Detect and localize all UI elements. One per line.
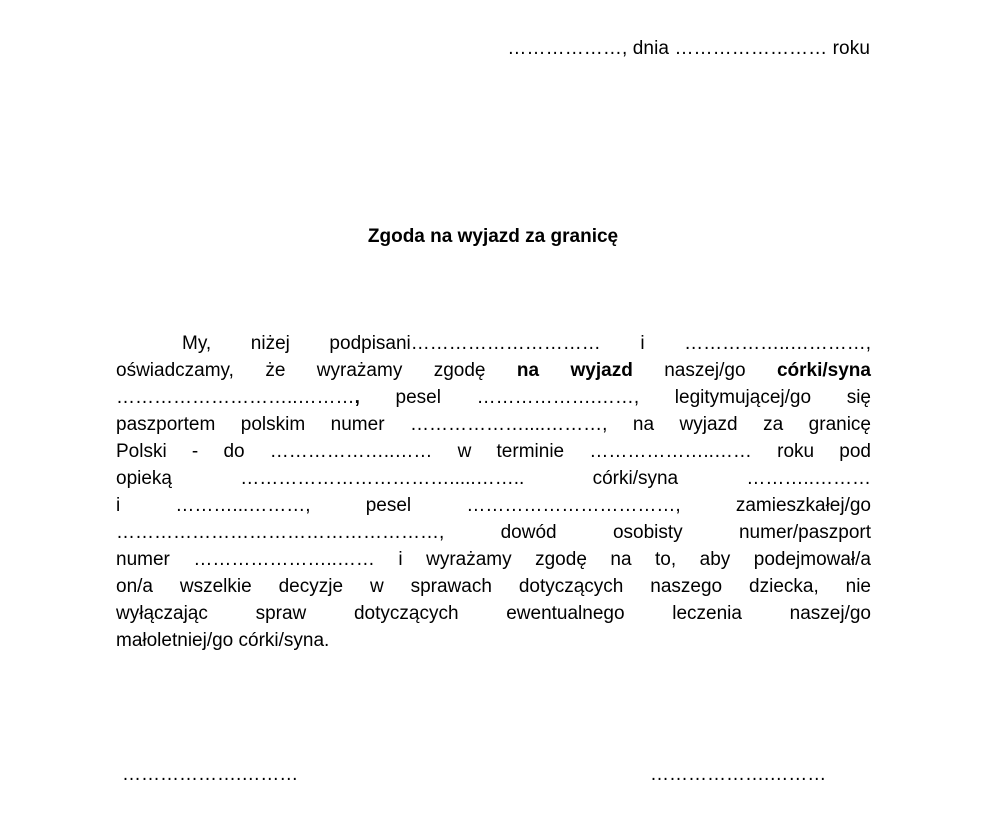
body-line-12: małoletniej/go córki/syna. [116,630,330,651]
body-line-1: My, niżej podpisani………………………… i ……………..…………, [182,333,871,354]
body-line-3: ………………………..………, pesel ……………….……, legitymującej/go się [116,387,871,408]
signature-line-left: ……………….……… [122,764,299,785]
signature-line-right: ……………….……… [650,764,827,785]
body-line-7: i ………...………, pesel ……………………………, zamieszkałej/go [116,495,871,516]
body-line-9: numer …………………..…… i wyrażamy zgodę na to, aby podejmował/a [116,549,871,570]
body-line-6: opieką …………………………….....…….. córki/syna ………..……… [116,468,871,489]
consent-body [116,330,871,654]
bold-phrase-trip: na wyjazd [516,360,633,381]
body-line-10: on/a wszelkie decyzje w sprawach dotyczących naszego dziecka, nie [116,576,871,597]
body-line-5: Polski - do ………………..…… w terminie ………………..…… roku pod [116,441,871,462]
body-line-4: paszportem polskim numer ………………....………, na wyjazd za granicę [116,414,871,435]
place-date-line: ………………, dnia …………………… roku [507,38,870,59]
body-line-2: oświadczamy, że wyrażamy zgodę na wyjazd naszej/go córki/syna [116,360,871,381]
body-line-11: wyłączając spraw dotyczących ewentualnego leczenia naszej/go [116,603,871,624]
document-title: Zgoda na wyjazd za granicę [367,226,619,247]
bold-phrase-child: córki/syna [776,360,871,381]
body-line-8: ……………………………………………, dowód osobisty numer/paszport [116,522,871,543]
